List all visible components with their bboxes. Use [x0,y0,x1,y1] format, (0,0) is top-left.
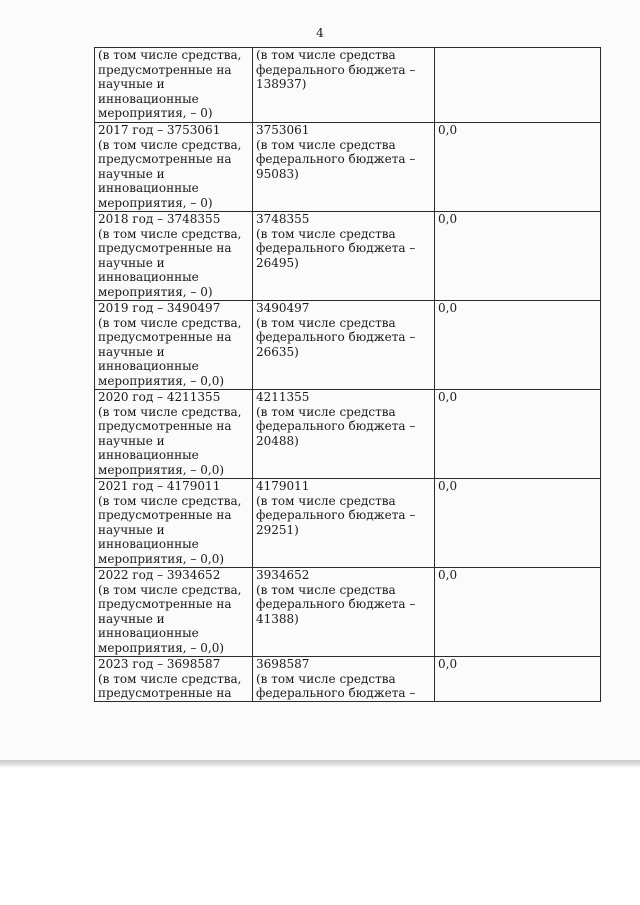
budget-table-body [95,48,601,702]
cell-line: 41388) [256,611,299,626]
cell-line: предусмотренные на [98,241,232,255]
cell-line: федерального бюджета – [256,597,416,611]
cell-other [435,48,601,123]
cell-line: научные и [98,433,165,448]
cell-funding-source [253,212,435,301]
cell-line: 2020 год – 4211355 [98,390,221,404]
cell-line: 2022 год – 3934652 [98,568,221,582]
cell-line: (в том числе средства [256,404,396,419]
cell-line: научные и [98,611,165,626]
cell-line: предусмотренные на [98,597,232,611]
cell-year-total [95,390,253,479]
cell-line: (в том числе средства, [98,137,242,152]
cell-line: 3753061 [256,123,310,137]
cell-line: научные и [98,77,165,91]
cell-year-total [95,568,253,657]
cell-line: (в том числе средства, [98,48,242,62]
cell-year-total [95,479,253,568]
cell-other [435,390,601,479]
cell-line: 2023 год – 3698587 [98,657,221,671]
cell-line: 0,0 [438,390,458,404]
cell-line: (в том числе средства [256,137,396,152]
cell-line: предусмотренные на [98,330,232,344]
cell-other [435,657,601,702]
cell-line: предусмотренные на [98,686,232,700]
table-row [95,479,601,568]
table-row [95,657,601,702]
cell-funding-source [253,657,435,702]
cell-line: научные и [98,522,165,537]
cell-line: 4179011 [256,479,310,493]
cell-line: мероприятия, – 0) [98,284,213,299]
cell-line: (в том числе средства, [98,671,242,686]
cell-year-total [95,657,253,702]
cell-year-total [95,123,253,212]
cell-line: 95083) [256,166,299,181]
cell-line: 26635) [256,344,299,359]
cell-line: федерального бюджета – [256,152,416,166]
cell-funding-source [253,390,435,479]
cell-line: 29251) [256,522,299,537]
cell-line: инновационные [98,448,199,462]
cell-line: 0,0 [438,568,458,582]
cell-line: 26495) [256,255,299,270]
cell-line: 2019 год – 3490497 [98,301,221,315]
cell-line: федерального бюджета – [256,419,416,433]
cell-line: научные и [98,344,165,359]
cell-other [435,301,601,390]
cell-line: федерального бюджета – [256,62,416,77]
cell-line: федерального бюджета – [256,330,416,344]
cell-line: мероприятия, – 0,0) [98,551,225,566]
scan-edge-shadow [0,760,640,768]
cell-line: 3698587 [256,657,310,671]
cell-other [435,212,601,301]
table-row [95,568,601,657]
cell-other [435,479,601,568]
cell-other [435,568,601,657]
cell-funding-source [253,568,435,657]
cell-line: 2018 год – 3748355 [98,212,221,226]
cell-line: инновационные [98,181,199,195]
table-row [95,301,601,390]
cell-line: мероприятия, – 0,0) [98,640,225,655]
cell-line: инновационные [98,270,199,284]
table-row [95,48,601,123]
cell-line: (в том числе средства [256,671,396,686]
cell-line: федерального бюджета – [256,508,416,522]
table-row [95,390,601,479]
cell-line: (в том числе средства, [98,404,242,419]
cell-line: 0,0 [438,479,458,493]
cell-line: 138937) [256,77,307,91]
cell-line: научные и [98,166,165,181]
cell-line: 0,0 [438,123,458,137]
cell-line: инновационные [98,91,199,106]
table-row [95,212,601,301]
cell-line: 0,0 [438,301,458,315]
cell-other [435,123,601,212]
cell-line: 3934652 [256,568,310,582]
cell-line: федерального бюджета – [256,686,416,700]
cell-line: 2017 год – 3753061 [98,123,221,137]
cell-line: (в том числе средства, [98,226,242,241]
cell-line: предусмотренные на [98,152,232,166]
cell-year-total [95,48,253,123]
cell-line: (в том числе средства, [98,315,242,330]
budget-table [94,47,601,702]
cell-line: 0,0 [438,657,458,671]
table-row [95,123,601,212]
cell-line: мероприятия, – 0,0) [98,462,225,477]
cell-line: предусмотренные на [98,419,232,433]
cell-line: 0,0 [438,212,458,226]
cell-funding-source [253,48,435,123]
cell-year-total [95,301,253,390]
cell-line: 4211355 [256,390,310,404]
cell-line: (в том числе средства [256,226,396,241]
cell-line: предусмотренные на [98,62,232,77]
cell-line: мероприятия, – 0) [98,106,213,120]
cell-line: 3748355 [256,212,310,226]
cell-line: (в том числе средства [256,582,396,597]
cell-line: инновационные [98,359,199,373]
cell-line: (в том числе средства [256,493,396,508]
cell-line: федерального бюджета – [256,241,416,255]
cell-line: инновационные [98,537,199,551]
cell-line: 3490497 [256,301,310,315]
cell-line: мероприятия, – 0,0) [98,373,225,388]
cell-line: (в том числе средства [256,48,396,62]
cell-line: предусмотренные на [98,508,232,522]
cell-line: инновационные [98,626,199,640]
cell-line: (в том числе средства, [98,582,242,597]
cell-line: (в том числе средства [256,315,396,330]
cell-line: научные и [98,255,165,270]
page-number: 4 [316,26,324,40]
cell-line: 20488) [256,433,299,448]
cell-line: 2021 год – 4179011 [98,479,221,493]
cell-line: мероприятия, – 0) [98,195,213,210]
cell-year-total [95,212,253,301]
cell-funding-source [253,301,435,390]
cell-funding-source [253,123,435,212]
cell-funding-source [253,479,435,568]
cell-line: (в том числе средства, [98,493,242,508]
